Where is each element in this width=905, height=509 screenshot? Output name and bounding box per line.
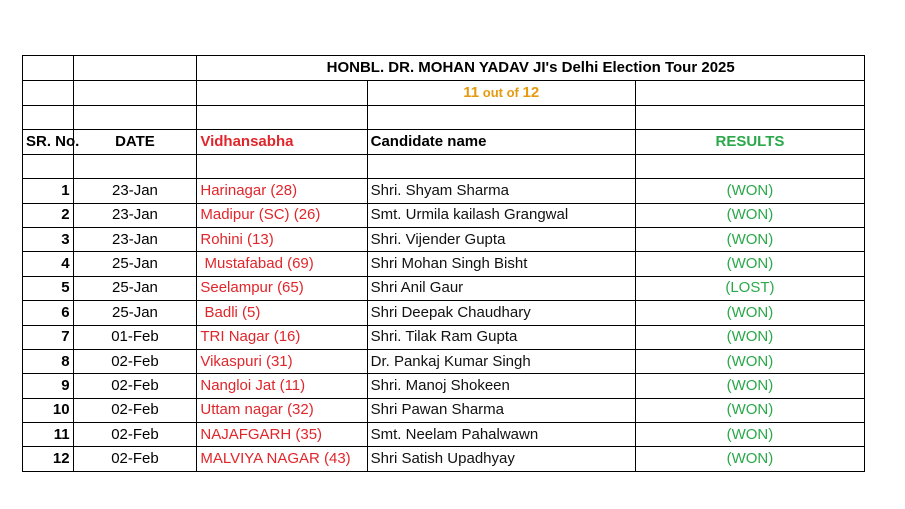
title-row	[23, 56, 865, 81]
sr-cell: 8	[23, 349, 74, 373]
vidhansabha-cell: Uttam nagar (32)	[197, 398, 367, 422]
sr-cell: 5	[23, 276, 74, 300]
candidate-cell: Smt. Neelam Pahalwawn	[367, 423, 635, 447]
candidate-cell: Shri Anil Gaur	[367, 276, 635, 300]
election-results-table	[22, 55, 865, 472]
vidhansabha-cell: Badli (5)	[197, 301, 367, 325]
win-tally	[367, 81, 635, 106]
table-row	[23, 252, 865, 276]
date-cell: 25-Jan	[73, 276, 197, 300]
result-cell: (WON)	[635, 423, 864, 447]
date-cell: 02-Feb	[73, 447, 197, 471]
result-cell: (WON)	[635, 203, 864, 227]
table-row	[23, 227, 865, 251]
result-cell: (LOST)	[635, 276, 864, 300]
sr-cell: 3	[23, 227, 74, 251]
table-row	[23, 374, 865, 398]
date-cell: 02-Feb	[73, 374, 197, 398]
result-cell: (WON)	[635, 227, 864, 251]
sr-cell: 4	[23, 252, 74, 276]
result-cell: (WON)	[635, 447, 864, 471]
table-row	[23, 179, 865, 203]
date-cell: 02-Feb	[73, 423, 197, 447]
header-results: RESULTS	[635, 130, 864, 154]
candidate-cell: Shri Mohan Singh Bisht	[367, 252, 635, 276]
table-row	[23, 203, 865, 227]
tally-total: 12	[522, 84, 540, 101]
tally-text: out of	[479, 85, 523, 100]
candidate-cell: Shri. Tilak Ram Gupta	[367, 325, 635, 349]
date-cell: 25-Jan	[73, 301, 197, 325]
header-row	[23, 130, 865, 154]
candidate-cell: Smt. Urmila kailash Grangwal	[367, 203, 635, 227]
date-cell: 01-Feb	[73, 325, 197, 349]
sr-cell: 11	[23, 423, 74, 447]
candidate-cell: Shri. Manoj Shokeen	[367, 374, 635, 398]
vidhansabha-cell: Madipur (SC) (26)	[197, 203, 367, 227]
sr-cell: 7	[23, 325, 74, 349]
table-row	[23, 301, 865, 325]
date-cell: 02-Feb	[73, 398, 197, 422]
table-row	[23, 398, 865, 422]
sr-cell: 9	[23, 374, 74, 398]
sr-cell: 10	[23, 398, 74, 422]
table-row	[23, 349, 865, 373]
candidate-cell: Shri Pawan Sharma	[367, 398, 635, 422]
date-cell: 25-Jan	[73, 252, 197, 276]
sr-cell: 6	[23, 301, 74, 325]
sr-cell: 1	[23, 179, 74, 203]
vidhansabha-cell: MALVIYA NAGAR (43)	[197, 447, 367, 471]
table-row	[23, 423, 865, 447]
sheet-title: HONBL. DR. MOHAN YADAV JI's Delhi Election Tour 2025	[197, 56, 865, 81]
header-vidhansabha: Vidhansabha	[197, 130, 367, 154]
sr-cell: 12	[23, 447, 74, 471]
date-cell: 23-Jan	[73, 227, 197, 251]
sr-cell: 2	[23, 203, 74, 227]
vidhansabha-cell: Harinagar (28)	[197, 179, 367, 203]
candidate-cell: Shri. Vijender Gupta	[367, 227, 635, 251]
tally-row	[23, 81, 865, 106]
result-cell: (WON)	[635, 374, 864, 398]
vidhansabha-cell: Seelampur (65)	[197, 276, 367, 300]
candidate-cell: Dr. Pankaj Kumar Singh	[367, 349, 635, 373]
date-cell: 02-Feb	[73, 349, 197, 373]
header-candidate: Candidate name	[367, 130, 635, 154]
header-date: DATE	[73, 130, 197, 154]
vidhansabha-cell: Mustafabad (69)	[197, 252, 367, 276]
date-cell: 23-Jan	[73, 179, 197, 203]
spacer-row	[23, 154, 865, 178]
spacer-row	[23, 106, 865, 130]
vidhansabha-cell: Vikaspuri (31)	[197, 349, 367, 373]
result-cell: (WON)	[635, 398, 864, 422]
table-row	[23, 325, 865, 349]
result-cell: (WON)	[635, 325, 864, 349]
vidhansabha-cell: Rohini (13)	[197, 227, 367, 251]
candidate-cell: Shri Deepak Chaudhary	[367, 301, 635, 325]
result-cell: (WON)	[635, 179, 864, 203]
candidate-cell: Shri. Shyam Sharma	[367, 179, 635, 203]
vidhansabha-cell: Nangloi Jat (11)	[197, 374, 367, 398]
result-cell: (WON)	[635, 252, 864, 276]
candidate-cell: Shri Satish Upadhyay	[367, 447, 635, 471]
header-sr: SR. No.	[23, 130, 74, 154]
vidhansabha-cell: NAJAFGARH (35)	[197, 423, 367, 447]
table-row	[23, 276, 865, 300]
date-cell: 23-Jan	[73, 203, 197, 227]
result-cell: (WON)	[635, 301, 864, 325]
result-cell: (WON)	[635, 349, 864, 373]
table-row	[23, 447, 865, 471]
tally-number: 11	[463, 84, 480, 101]
vidhansabha-cell: TRI Nagar (16)	[197, 325, 367, 349]
